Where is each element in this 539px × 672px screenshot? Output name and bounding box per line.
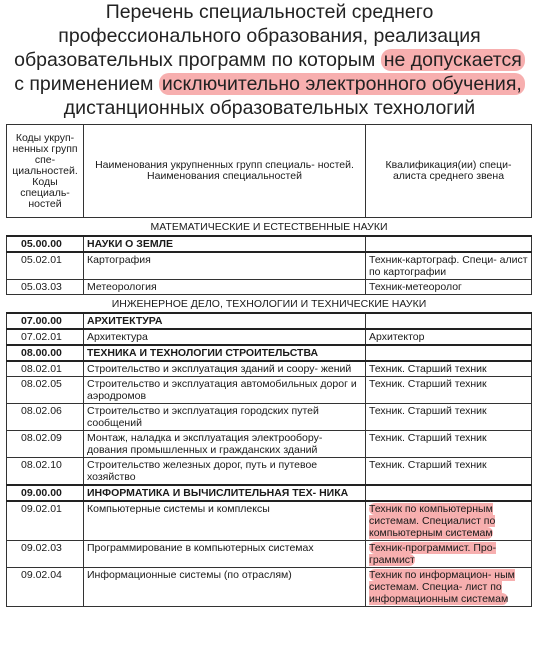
title-line-text: профессионального образования, реализация <box>58 25 481 47</box>
name-cell: Информационные системы (по отраслям) <box>84 568 366 607</box>
name-cell: Компьютерные системы и комплексы <box>84 501 366 541</box>
qualification-cell <box>366 236 532 252</box>
qualification-cell <box>366 404 532 431</box>
name-cell: Строительство и эксплуатация зданий и соору- жений <box>84 361 366 377</box>
title-line <box>0 96 539 120</box>
table-section-row <box>7 295 532 314</box>
title-line-text: дистанционных образовательных технологий <box>63 97 476 119</box>
qualification-cell <box>366 280 532 295</box>
table-header-row <box>7 125 532 218</box>
code-cell: 09.02.04 <box>7 568 84 607</box>
qualification-cell <box>366 329 532 345</box>
table-row <box>7 501 532 541</box>
qualification-cell <box>366 485 532 501</box>
title-line-text: образовательных программ по которым <box>14 49 381 71</box>
qualification-text: Техник по информацион- ным системам. Специа- лист по информационным системам <box>369 569 515 605</box>
code-cell: 05.02.01 <box>7 252 84 280</box>
code-cell: 08.02.06 <box>7 404 84 431</box>
qualification-text: Техник-картограф. Специ- алист по картографии <box>369 254 528 278</box>
table-group-row <box>7 485 532 501</box>
table-row <box>7 458 532 486</box>
code-cell: 07.00.00 <box>7 313 84 329</box>
name-cell: Программирование в компьютерных системах <box>84 541 366 568</box>
title-line-text: с применением <box>14 73 159 95</box>
table-section-row <box>7 218 532 237</box>
code-cell: 08.02.01 <box>7 361 84 377</box>
title-line <box>0 24 539 48</box>
qualification-text: Архитектор <box>369 331 425 343</box>
qualification-cell <box>366 345 532 361</box>
qualification-cell <box>366 361 532 377</box>
code-cell: 08.02.09 <box>7 431 84 458</box>
code-cell: 08.00.00 <box>7 345 84 361</box>
title-line <box>0 72 539 96</box>
qualification-text: Техник-метеоролог <box>369 281 462 293</box>
table-row <box>7 431 532 458</box>
qualification-cell <box>366 541 532 568</box>
header-names: Наименования укрупненных групп специаль- ностей. Наименования специальностей <box>84 125 366 218</box>
qualification-text: Техник. Старший техник <box>369 405 487 417</box>
table-row <box>7 329 532 345</box>
section-title: МАТЕМАТИЧЕСКИЕ И ЕСТЕСТВЕННЫЕ НАУКИ <box>7 218 532 237</box>
name-cell: Строительство железных дорог, путь и путевое хозяйство <box>84 458 366 486</box>
name-cell: АРХИТЕКТУРА <box>84 313 366 329</box>
section-title: ИНЖЕНЕРНОЕ ДЕЛО, ТЕХНОЛОГИИ И ТЕХНИЧЕСКИЕ НАУКИ <box>7 295 532 314</box>
code-cell: 08.02.10 <box>7 458 84 486</box>
qualification-text: Техник. Старший техник <box>369 432 487 444</box>
table-group-row <box>7 345 532 361</box>
header-codes: Коды укруп- ненных групп спе- циальностей. Коды специаль- ностей <box>7 125 84 218</box>
qualification-cell <box>366 458 532 486</box>
qualification-text: Техник-программист. Про- граммист <box>369 542 497 566</box>
code-cell: 05.03.03 <box>7 280 84 295</box>
qualification-cell <box>366 377 532 404</box>
qualification-text: Техник. Старший техник <box>369 459 487 471</box>
table-row <box>7 252 532 280</box>
document-title <box>0 0 539 120</box>
name-cell: Архитектура <box>84 329 366 345</box>
table-group-row <box>7 236 532 252</box>
table-group-row <box>7 313 532 329</box>
qualification-cell <box>366 568 532 607</box>
name-cell: Картография <box>84 252 366 280</box>
code-cell: 07.02.01 <box>7 329 84 345</box>
qualification-cell <box>366 501 532 541</box>
qualification-text: Техник. Старший техник <box>369 378 487 390</box>
title-highlight: не допускается <box>381 49 525 71</box>
code-cell: 05.00.00 <box>7 236 84 252</box>
table-row <box>7 280 532 295</box>
qualification-text: Техник по компьютерным системам. Специалист по компьютерным системам <box>369 503 496 539</box>
name-cell: ИНФОРМАТИКА И ВЫЧИСЛИТЕЛЬНАЯ ТЕХ- НИКА <box>84 485 366 501</box>
name-cell: Метеорология <box>84 280 366 295</box>
qualification-text: Техник. Старший техник <box>369 363 487 375</box>
qualification-cell <box>366 431 532 458</box>
table-row <box>7 361 532 377</box>
name-cell: Строительство и эксплуатация автомобильных дорог и аэродромов <box>84 377 366 404</box>
table-row <box>7 377 532 404</box>
code-cell: 09.02.01 <box>7 501 84 541</box>
qualification-cell <box>366 252 532 280</box>
name-cell: ТЕХНИКА И ТЕХНОЛОГИИ СТРОИТЕЛЬСТВА <box>84 345 366 361</box>
specialties-table <box>6 124 532 607</box>
name-cell: НАУКИ О ЗЕМЛЕ <box>84 236 366 252</box>
title-line-text: Перечень специальностей среднего <box>105 1 434 23</box>
name-cell: Монтаж, наладка и эксплуатация электрообору- дования промышленных и гражданских зданий <box>84 431 366 458</box>
title-highlight: исключительно электронного обучения, <box>159 73 525 95</box>
table-row <box>7 404 532 431</box>
table-row <box>7 541 532 568</box>
code-cell: 09.02.03 <box>7 541 84 568</box>
code-cell: 09.00.00 <box>7 485 84 501</box>
code-cell: 08.02.05 <box>7 377 84 404</box>
name-cell: Строительство и эксплуатация городских путей сообщений <box>84 404 366 431</box>
table-row <box>7 568 532 607</box>
header-qualification: Квалификация(ии) специ- алиста среднего звена <box>366 125 532 218</box>
title-line <box>0 0 539 24</box>
qualification-cell <box>366 313 532 329</box>
title-line <box>0 48 539 72</box>
